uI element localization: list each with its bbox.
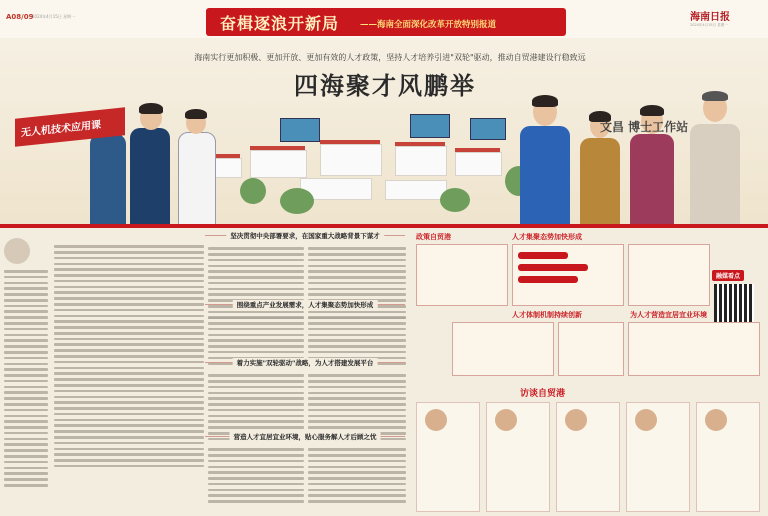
talent-chip-1 — [518, 252, 568, 259]
infographic-title-policy: 政策自贸港 — [416, 232, 451, 241]
avatar — [495, 409, 517, 431]
voice-card — [556, 402, 620, 512]
policy-infographic — [412, 230, 764, 378]
special-report-banner — [206, 8, 566, 36]
voice-card — [486, 402, 550, 512]
issue-date: 2024年4月15日 星期一 — [32, 14, 76, 19]
banner-subtitle: ——海南全面深化改革开放特别报道 — [360, 20, 497, 30]
interview-voices — [412, 382, 764, 512]
section-heading-1-label: 坚决贯彻中央部署要求，在国家重大战略背景下谋才 — [226, 231, 384, 240]
page-number: A08/09 — [6, 13, 34, 21]
article-subhead: 海南实行更加积极、更加开放、更加有效的人才政策，坚持人才培养引进"双轮"驱动，推动自贸港建设行稳致远 — [194, 53, 586, 62]
body-column-2 — [208, 244, 304, 322]
section-heading-3 — [205, 358, 405, 368]
section-heading-4-label: 营造人才宜居宜业环境，贴心服务解人才后顾之忧 — [230, 432, 381, 441]
article-headline: 四海聚才风鹏举 — [294, 71, 476, 100]
mechanism-box — [452, 322, 554, 376]
voice-card — [696, 402, 760, 512]
voices-title: 访谈自贸港 — [520, 389, 566, 399]
infographic-title-mechanism: 人才体制机制持续创新 — [512, 310, 582, 319]
section-heading-1 — [205, 231, 405, 241]
infographic-title-environment: 为人才营造宜居宜业环境 — [630, 310, 707, 319]
avatar — [635, 409, 657, 431]
avatar — [565, 409, 587, 431]
talent-chip-2 — [518, 264, 588, 271]
body-column-3 — [308, 244, 406, 322]
qr-code-icon[interactable] — [714, 284, 754, 324]
avatar — [705, 409, 727, 431]
talent-box-2 — [628, 244, 710, 306]
top-bar — [0, 0, 768, 38]
voice-card — [416, 402, 480, 512]
body-column-8 — [208, 445, 304, 506]
divider-band — [0, 224, 768, 228]
section-heading-2 — [205, 300, 405, 310]
policy-box-1 — [416, 244, 508, 306]
voice-card — [626, 402, 690, 512]
author-avatar — [4, 238, 30, 264]
newspaper-masthead: 海南日报 — [690, 12, 730, 23]
banner-title: 奋楫逐浪开新局 — [220, 14, 340, 33]
sign-drone-class-label: 无人机技术应用课 — [21, 119, 101, 140]
masthead-date: 2024年4月15日 星期一 — [690, 23, 728, 27]
media-badge: 融媒看点 — [712, 270, 744, 281]
environment-box — [628, 322, 760, 376]
sign-postdoc-station: 文昌 博士工作站 — [600, 120, 689, 134]
mechanism-box-2 — [558, 322, 624, 376]
body-column-1 — [54, 242, 204, 471]
avatar — [425, 409, 447, 431]
infographic-title-talent: 人才集聚态势加快形成 — [512, 232, 582, 241]
talent-chip-3 — [518, 276, 578, 283]
sidebar-column — [4, 232, 48, 512]
body-column-9 — [308, 445, 406, 506]
section-heading-2-label: 围绕重点产业发展需求，人才集聚态势加快形成 — [233, 300, 378, 309]
section-heading-3-label: 着力实施"双轮驱动"战略，为人才搭建发展平台 — [233, 358, 378, 367]
section-heading-4 — [205, 432, 405, 442]
